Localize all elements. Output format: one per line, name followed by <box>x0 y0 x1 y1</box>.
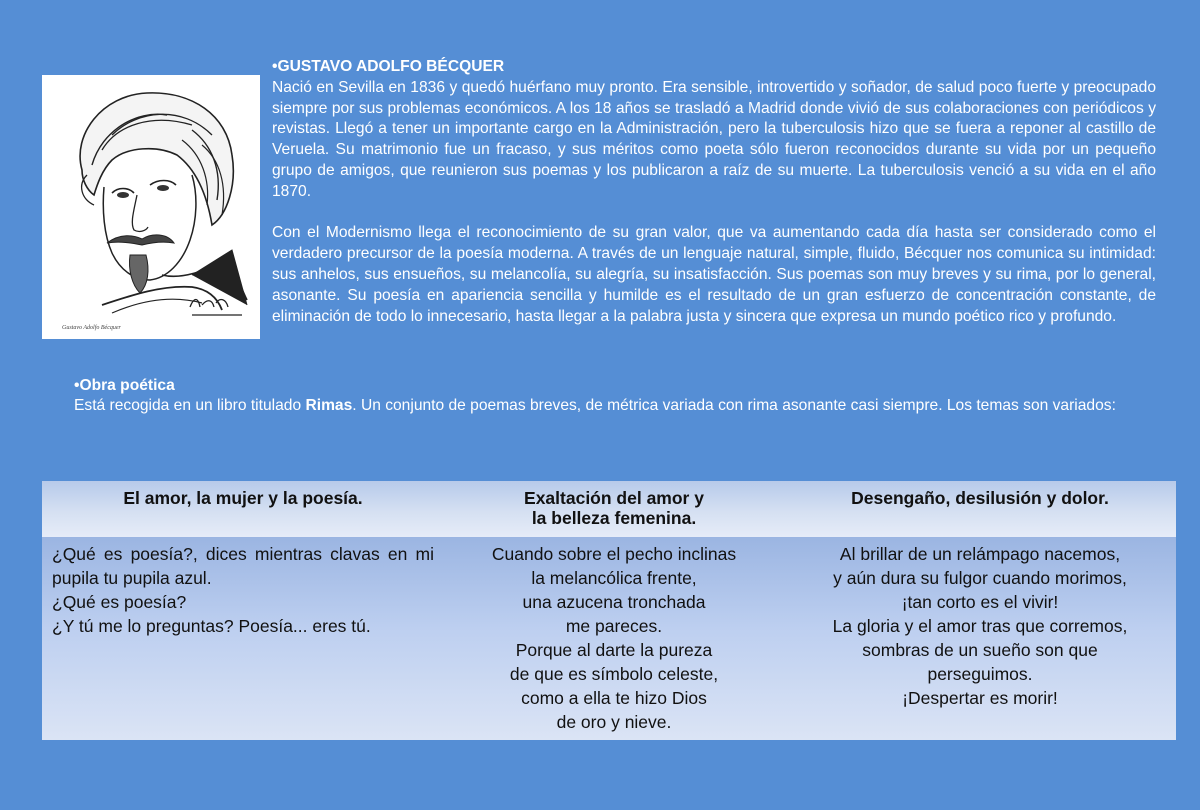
biography-section <box>272 57 1156 327</box>
poem-line: y aún dura su fulgor cuando morimos, <box>833 568 1127 588</box>
poetic-work-text-before: Está recogida en un libro titulado <box>74 397 306 414</box>
poem-line: Al brillar de un relámpago nacemos, <box>839 544 1121 564</box>
poem-cell-2 <box>444 542 784 740</box>
poetic-work-heading: •Obra poética <box>74 377 175 394</box>
biography-paragraph-2: Con el Modernismo llega el reconocimiento de su gran valor, que va aumentando cada día hasta ser considerado como el verdadero precursor de la poesía moderna. A través de un lenguaje natural, simple, fluido, Bécquer nos comunica su intimidad: sus anhelos, sus ensueños, su melancolía, su alegría, su insatisfacción. Sus poemas son muy breves y su rima, por lo general, asonante. Su poesía en apariencia sencilla y humilde es el resultado de un gran esfuerzo de concentración constante, de eliminación de todo lo innecesario, hasta llegar a la palabra justa y sincera que expresa un mundo poético rico y profundo. <box>272 224 1156 325</box>
book-title: Rimas <box>305 397 353 414</box>
author-portrait <box>42 75 260 339</box>
portrait-drawing-icon <box>42 75 260 339</box>
svg-text:Gustavo Adolfo Bécquer: Gustavo Adolfo Bécquer <box>62 325 121 331</box>
poem-line: de que es símbolo celeste, <box>509 664 719 684</box>
poem-cell-3 <box>784 542 1176 740</box>
poetic-work-text-after: . Un conjunto de poemas breves, de métrica variada con rima asonante casi siempre. Los temas son variados: <box>352 397 1116 414</box>
poetic-work-section <box>74 376 1134 416</box>
header-line: El amor, la mujer y la poesía. <box>123 488 363 508</box>
poem-line: ¡Despertar es morir! <box>902 688 1058 708</box>
poem-line: ¡tan corto es el vivir! <box>901 592 1059 612</box>
poem-line: ¿Qué es poesía?, dices mientras clavas en mi pupila tu pupila azul. <box>52 544 434 588</box>
theme-header-love-woman-poetry <box>42 481 444 537</box>
poem-line: sombras de un sueño son que <box>862 640 1098 660</box>
poem-cell-1 <box>42 542 444 740</box>
poem-line: Porque al darte la pureza <box>515 640 713 660</box>
biography-paragraph-1: Nació en Sevilla en 1836 y quedó huérfano muy pronto. Era sensible, introvertido y soñador, de salud poco fuerte y preocupado siempre por sus problemas económicos. A los 18 años se trasladó a Madrid donde vivió de sus colaboraciones con periódicos y revistas. Llegó a tener un importante cargo en la Administración, pero la tuberculosis hizo que se fuera a reponer al castillo de Veruela. Su matrimonio fue un fracaso, y sus méritos como poeta sólo fueron reconocidos durante su vida por un pequeño grupo de amigos, que reunieron sus poemas y los publicaron a raíz de su muerte. La tuberculosis venció a su vida en el año 1870. <box>272 78 1156 200</box>
themes-table <box>42 481 1176 740</box>
poem-line: de oro y nieve. <box>556 712 672 732</box>
header-line: Desengaño, desilusión y dolor. <box>851 488 1109 508</box>
poem-line: una azucena tronchada <box>522 592 706 612</box>
table-header-row <box>42 481 1176 537</box>
poem-line: me pareces. <box>565 616 663 636</box>
poem-line: como a ella te hizo Dios <box>521 688 707 708</box>
poem-line: la melancólica frente, <box>531 568 697 588</box>
theme-header-disillusion-pain <box>784 481 1176 537</box>
table-body-row <box>42 537 1176 740</box>
header-line: Exaltación del amor y <box>524 488 704 508</box>
poem-line: ¿Y tú me lo preguntas? Poesía... eres tú. <box>52 616 371 636</box>
theme-header-exaltation-love-beauty <box>444 481 784 537</box>
poem-line: ¿Qué es poesía? <box>52 592 187 612</box>
poem-line: Cuando sobre el pecho inclinas <box>491 544 737 564</box>
header-line: la belleza femenina. <box>531 508 697 528</box>
poem-line: La gloria y el amor tras que corremos, <box>832 616 1128 636</box>
poem-line: perseguimos. <box>927 664 1033 684</box>
author-name-heading: •GUSTAVO ADOLFO BÉCQUER <box>272 58 505 75</box>
